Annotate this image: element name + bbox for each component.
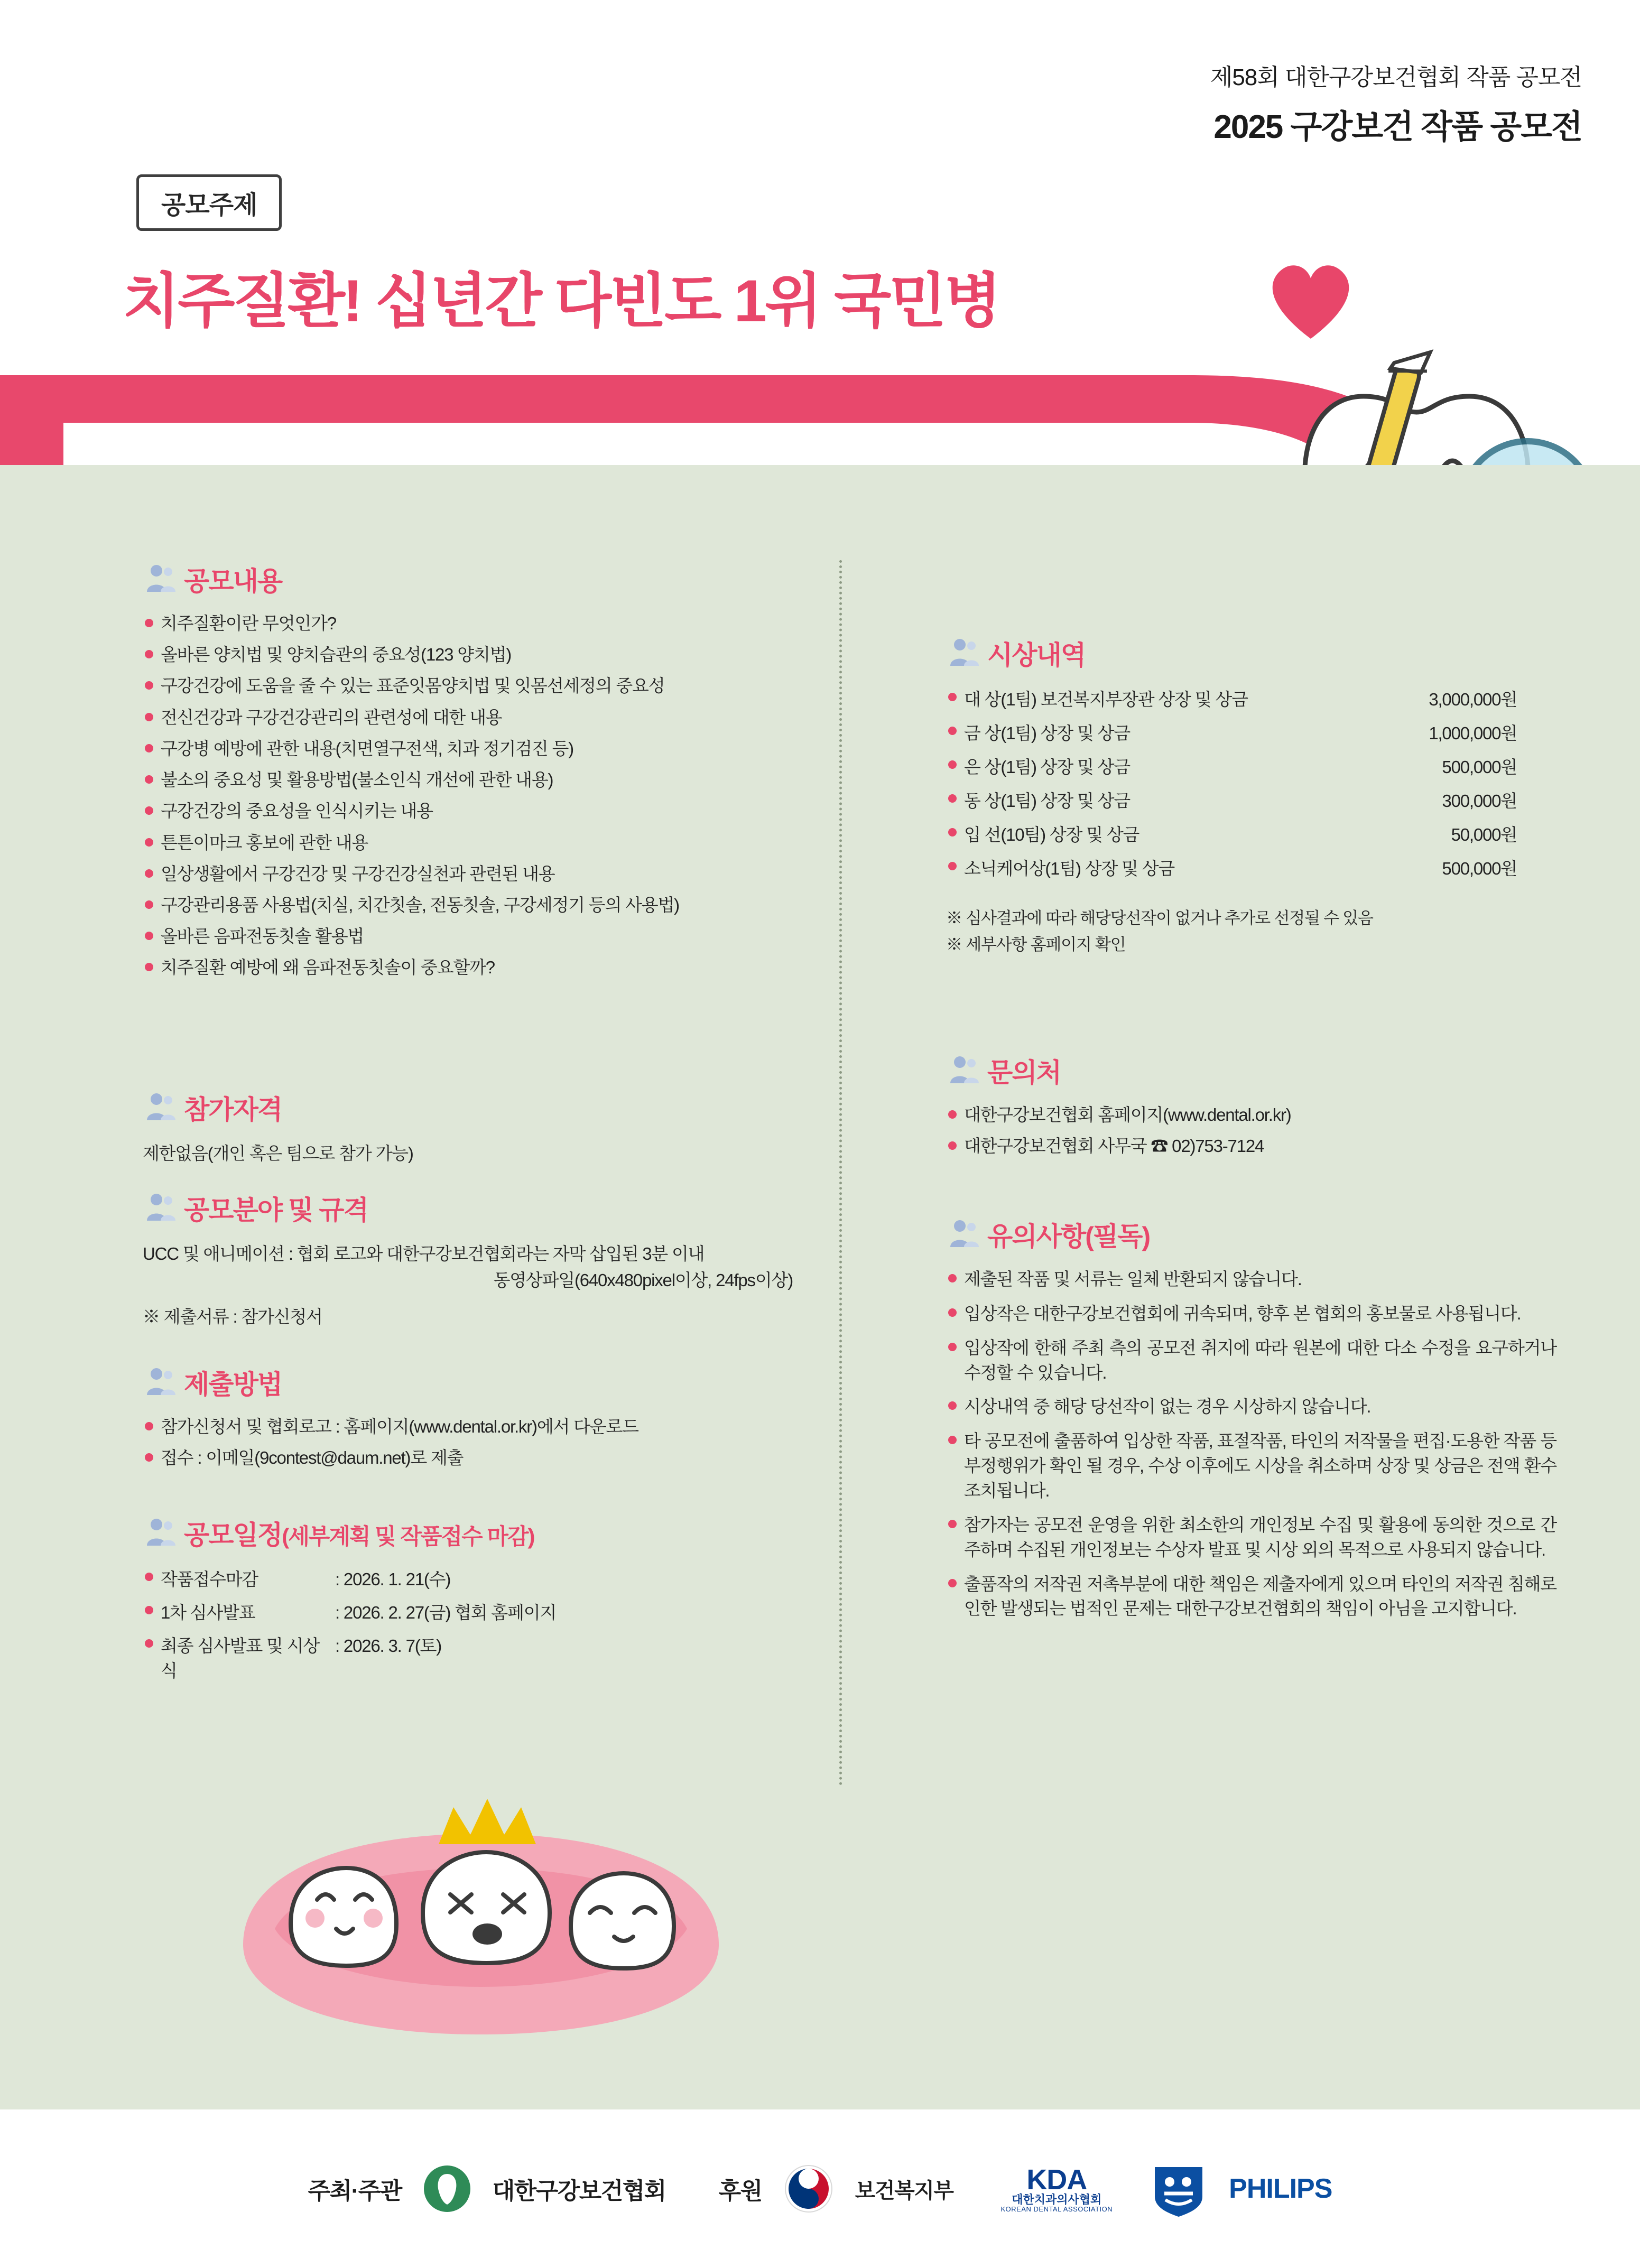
list-item: 입상작은 대한구강보건협회에 귀속되며, 향후 본 협회의 홍보물로 사용됩니다. — [946, 1302, 1556, 1326]
prize-amount: 1,000,000원 — [1429, 723, 1517, 743]
list-item: 구강건강에 도움을 줄 수 있는 표준잇몸양치법 및 잇몸선세정의 중요성 — [143, 674, 819, 698]
person-icon — [946, 1217, 980, 1251]
list-item: 불소의 중요성 및 활용방법(불소인식 개선에 관한 내용) — [143, 768, 819, 792]
list-item: 출품작의 저작권 저촉부분에 대한 책임은 제출자에게 있으며 타인의 저작권 침해로 인한 발생되는 법적인 문제는 대한구강보건협회의 책임이 아님을 고지합니다. — [946, 1572, 1556, 1622]
section-eligibility-title: 참가자격 — [184, 1095, 282, 1124]
prize-amount: 500,000원 — [1442, 757, 1517, 777]
header-title: 2025 구강보건 작품 공모전 — [1213, 109, 1582, 145]
kda-acronym: KDA — [1026, 2163, 1087, 2196]
ministry-name: 보건복지부 — [855, 2179, 953, 2202]
section-eligibility-header — [143, 1089, 803, 1127]
list-item: 올바른 양치법 및 양치습관의 중요성(123 양치법) — [143, 643, 819, 666]
section-notice — [946, 1215, 1575, 1631]
field-line-2: 동영상파일(640x480pixel이상, 24fps이상) — [493, 1270, 793, 1290]
table-row — [946, 720, 1517, 745]
prize-amount: 50,000원 — [1451, 825, 1517, 844]
schedule-label: 1차 심사발표 — [161, 1603, 255, 1622]
section-contact — [946, 1052, 1559, 1166]
list-item: 구강관리용품 사용법(치실, 치간칫솔, 전동칫솔, 구강세정기 등의 사용법) — [143, 894, 819, 917]
submission-list — [143, 1415, 824, 1470]
content-area — [0, 465, 1640, 2268]
page-title: 치주질환! 십년간 다빈도 1위 국민병 — [123, 268, 999, 334]
section-contents-title: 공모내용 — [184, 566, 282, 596]
list-item: 타 공모전에 출품하여 입상한 작품, 표절작품, 타인의 저작물을 편집·도용한 작품 등 부정행위가 확인 될 경우, 수상 이후에도 시상을 취소하며 상장 및 상금은 전액 환수 조치됩니다. — [946, 1429, 1556, 1503]
schedule-title-main: 공모일정 — [184, 1520, 282, 1550]
section-submission-title: 제출방법 — [184, 1370, 282, 1399]
prize-label: 동 상(1팀) 상장 및 상금 — [964, 791, 1131, 811]
prize-label: 소닉케어상(1팀) 상장 및 상금 — [964, 859, 1175, 878]
prize-amount: 500,000원 — [1442, 859, 1517, 878]
schedule-value: : 2026. 1. 21(수) — [335, 1569, 451, 1589]
notice-list — [946, 1267, 1556, 1621]
schedule-title-sub: (세부계획 및 작품접수 마감) — [282, 1524, 534, 1549]
list-item: 치주질환 예방에 왜 음파전동칫솔이 중요할까? — [143, 956, 819, 979]
notice-title-sub: (필독) — [1085, 1222, 1150, 1251]
gum-teeth-illustration — [211, 1754, 750, 2050]
list-item: 일상생활에서 구강건강 및 구강건강실천과 관련된 내용 — [143, 862, 819, 886]
section-schedule-header — [143, 1514, 824, 1552]
contents-list — [143, 612, 819, 980]
section-contents-header — [143, 560, 819, 598]
column-divider — [839, 560, 842, 1786]
list-item: 치주질환이란 무엇인가? — [143, 612, 819, 635]
section-schedule-title — [184, 1514, 534, 1552]
section-notice-title — [987, 1215, 1150, 1253]
philips-wordmark: PHILIPS — [1229, 2173, 1332, 2204]
field-line-3: ※ 제출서류 : 참가신청서 — [143, 1307, 322, 1326]
section-contact-header — [946, 1052, 1559, 1090]
schedule-value: : 2026. 3. 7(토) — [335, 1636, 441, 1656]
list-item: 전신건강과 구강건강관리의 관련성에 대한 내용 — [143, 706, 819, 729]
schedule-label: 최종 심사발표 및 시상식 — [161, 1636, 320, 1680]
host-label: 주최·주관 — [308, 2178, 402, 2204]
header-text-block — [1210, 58, 1582, 147]
list-item: 참가자는 공모전 운영을 위한 최소한의 개인정보 수집 및 활용에 동의한 것으로 간주하며 수집된 개인정보는 수상자 발표 및 시상 외의 목적으로 사용되지 않습니다. — [946, 1513, 1556, 1563]
person-icon — [946, 1054, 980, 1087]
footer — [0, 2109, 1640, 2268]
topic-badge: 공모주제 — [136, 174, 282, 231]
section-field-title: 공모분야 및 규격 — [184, 1195, 368, 1225]
person-icon — [143, 1516, 177, 1550]
section-submission — [143, 1363, 824, 1477]
section-prizes-header — [946, 634, 1559, 672]
government-taegeuk-icon — [783, 2163, 834, 2214]
kda-logo — [1001, 2165, 1113, 2213]
table-row — [946, 821, 1517, 846]
kda-english-name: KOREAN DENTAL ASSOCIATION — [1000, 2205, 1113, 2213]
list-item: 구강건강의 중요성을 인식시키는 내용 — [143, 800, 819, 823]
list-item: 참가신청서 및 협회로고 : 홈페이지(www.dental.or.kr)에서 다운로드 — [143, 1415, 824, 1438]
section-eligibility — [143, 1089, 803, 1167]
list-item: 올바른 음파전동칫솔 활용법 — [143, 925, 819, 948]
host-name: 대한구강보건협회 — [492, 2178, 666, 2204]
list-item: 제출된 작품 및 서류는 일체 반환되지 않습니다. — [946, 1267, 1556, 1292]
prize-note-2: ※ 세부사항 홈페이지 확인 — [946, 935, 1126, 954]
prize-label: 대 상(1팀) 보건복지부장관 상장 및 상금 — [964, 690, 1248, 709]
header-subtitle: 제58회 대한구강보건협회 작품 공모전 — [1210, 64, 1582, 90]
list-item: 구강병 예방에 관한 내용(치면열구전색, 치과 정기검진 등) — [143, 737, 819, 760]
list-item: 입상작에 한해 주최 측의 공모전 취지에 따라 원본에 대한 다소 수정을 요구하거나 수정할 수 있습니다. — [946, 1336, 1556, 1386]
schedule-value: : 2026. 2. 27(금) 협회 홈페이지 — [335, 1603, 557, 1622]
section-notice-header — [946, 1215, 1575, 1253]
contact-list — [946, 1103, 1559, 1158]
philips-shield-icon — [1150, 2160, 1208, 2218]
list-item: 튼튼이마크 홍보에 관한 내용 — [143, 831, 819, 854]
section-contents — [143, 560, 819, 988]
schedule-label: 작품접수마감 — [161, 1569, 258, 1589]
person-icon — [143, 1365, 177, 1399]
section-contact-title: 문의처 — [987, 1058, 1061, 1087]
schedule-row — [143, 1566, 824, 1591]
list-item: 대한구강보건협회 홈페이지(www.dental.or.kr) — [946, 1103, 1559, 1127]
table-row — [946, 754, 1517, 778]
table-row — [946, 855, 1517, 880]
person-icon — [946, 636, 980, 670]
field-line-1: UCC 및 애니메이션 : 협회 로고와 대한구강보건협회라는 자막 삽입된 3분 이내 — [143, 1244, 705, 1263]
heart-icon — [1263, 254, 1358, 343]
schedule-list — [143, 1566, 824, 1682]
table-row — [946, 686, 1517, 711]
table-row — [946, 787, 1517, 812]
list-item: 대한구강보건협회 사무국 ☎ 02)753-7124 — [946, 1135, 1559, 1158]
prize-label: 은 상(1팀) 상장 및 상금 — [964, 757, 1131, 777]
prize-note-1: ※ 심사결과에 따라 해당당선작이 없거나 추가로 선정될 수 있음 — [946, 909, 1373, 927]
section-field — [143, 1189, 824, 1330]
notice-title-main: 유의사항 — [987, 1222, 1086, 1251]
kda-korean-name: 대한치과의사협회 — [1012, 2192, 1102, 2206]
prize-amount: 3,000,000원 — [1429, 690, 1517, 709]
section-prizes — [946, 634, 1559, 958]
list-item: 접수 : 이메일(9contest@daum.net)로 제출 — [143, 1446, 824, 1470]
eligibility-text: 제한없음(개인 혹은 팀으로 참가 가능) — [143, 1144, 413, 1163]
person-icon — [143, 1191, 177, 1225]
prize-label: 금 상(1팀) 상장 및 상금 — [964, 723, 1131, 743]
schedule-row — [143, 1599, 824, 1624]
person-icon — [143, 1091, 177, 1124]
schedule-row — [143, 1632, 824, 1682]
prize-table — [946, 686, 1517, 880]
list-item: 시상내역 중 해당 당선작이 없는 경우 시상하지 않습니다. — [946, 1395, 1556, 1419]
section-prizes-title: 시상내역 — [987, 640, 1086, 670]
section-field-header — [143, 1189, 824, 1227]
sponsor-label: 후원 — [718, 2178, 762, 2204]
prize-label: 입 선(10팀) 상장 및 상금 — [964, 825, 1139, 844]
section-schedule — [143, 1514, 824, 1690]
prize-amount: 300,000원 — [1442, 791, 1517, 811]
person-icon — [143, 562, 177, 596]
association-logo-icon — [423, 2164, 471, 2213]
section-submission-header — [143, 1363, 824, 1401]
